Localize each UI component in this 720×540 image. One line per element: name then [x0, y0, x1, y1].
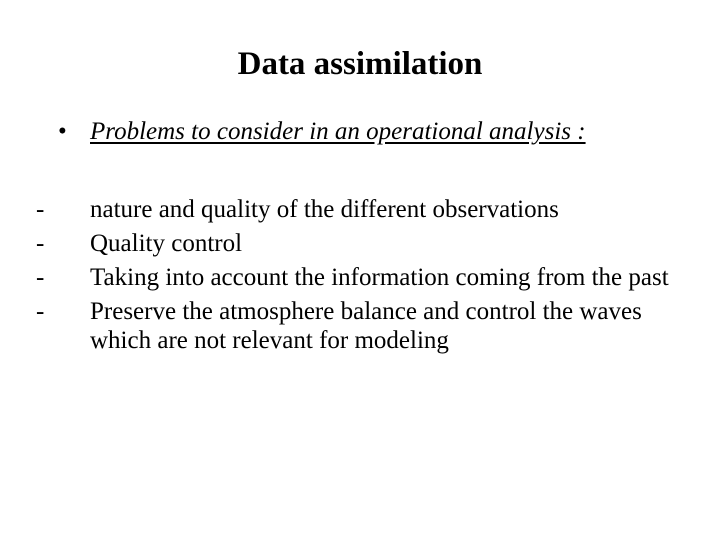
- sub-list: [36, 195, 676, 360]
- list-item-text: Quality control: [90, 230, 243, 257]
- list-item-text: Preserve the atmosphere balance and control the waves which are not relevant for modeling: [90, 298, 642, 354]
- dash-marker: -: [36, 298, 45, 325]
- list-item: [36, 195, 676, 224]
- list-item: [36, 229, 676, 258]
- main-bullet: [58, 115, 586, 149]
- list-item-text: nature and quality of the different observations: [90, 196, 559, 223]
- list-item: [36, 263, 676, 292]
- slide-title: Data assimilation: [237, 46, 483, 82]
- bullet-marker: •: [58, 118, 67, 145]
- dash-marker: -: [36, 264, 45, 291]
- list-item: [36, 297, 676, 355]
- dash-marker: -: [36, 196, 45, 223]
- dash-marker: -: [36, 230, 45, 257]
- list-item-text: Taking into account the information coming from the past: [90, 264, 669, 291]
- main-bullet-text: Problems to consider in an operational analysis :: [90, 118, 586, 145]
